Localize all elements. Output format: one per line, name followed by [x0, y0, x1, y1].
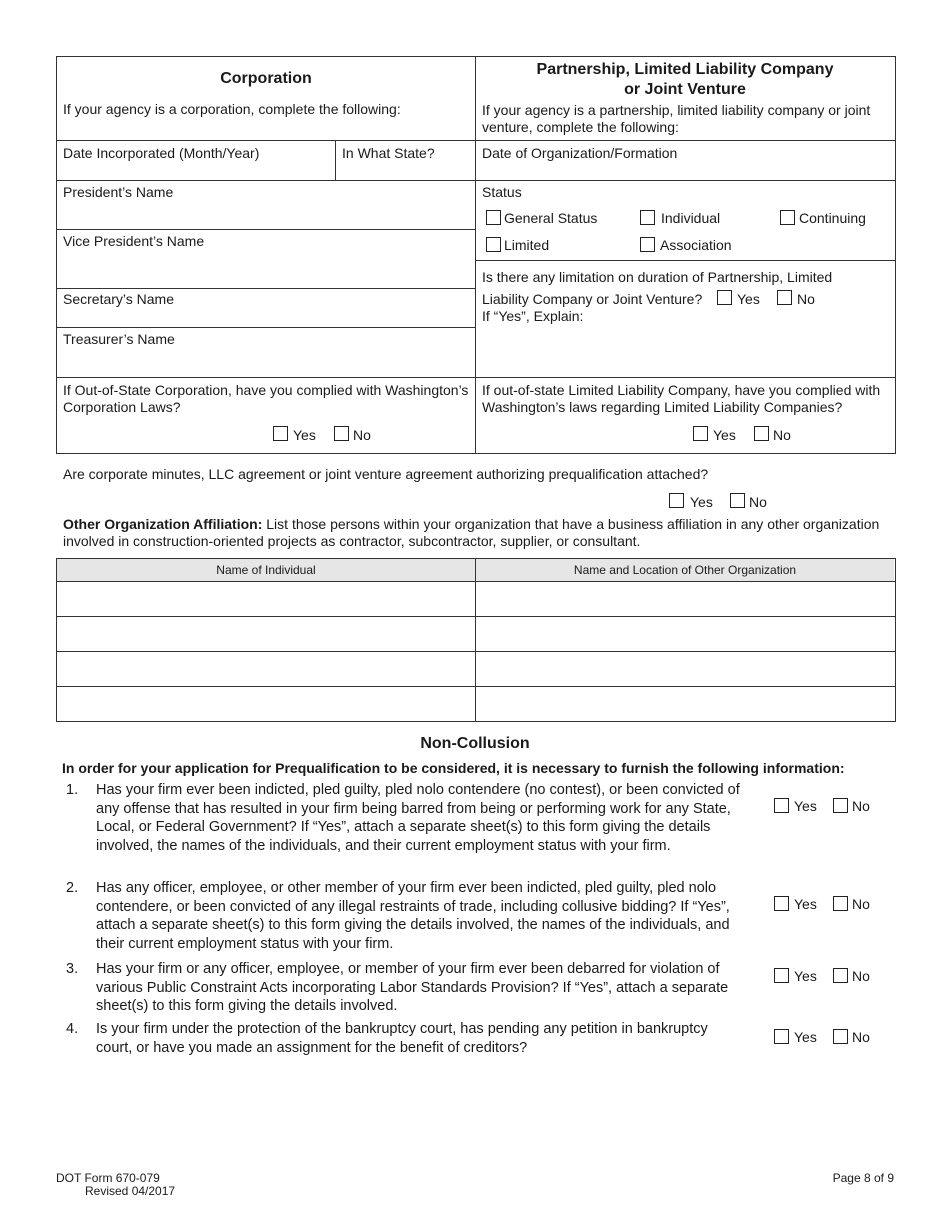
- yes-label: Yes: [794, 896, 817, 912]
- affiliation-cell-1-1[interactable]: [57, 582, 475, 616]
- affiliation-cell-3-2[interactable]: [476, 652, 894, 686]
- no-label: No: [852, 968, 870, 984]
- revision-date: Revised 04/2017: [85, 1184, 176, 1198]
- no-label: No: [852, 1029, 870, 1045]
- question-text: Is your firm under the protection of the bankruptcy court, has pending any petition in bankruptcy court, or have you made an assignment for the benefit of creditors?: [96, 1021, 708, 1056]
- minutes-no-checkbox[interactable]: [730, 493, 745, 508]
- column-divider: [475, 56, 476, 453]
- q2-no-checkbox[interactable]: [833, 896, 848, 911]
- vice-president-name-field[interactable]: Vice President’s Name: [63, 233, 205, 249]
- status-association-label: Association: [660, 237, 732, 253]
- no-label: No: [353, 427, 371, 443]
- column-header-organization: Name and Location of Other Organization: [573, 563, 797, 577]
- q1-yes-checkbox[interactable]: [774, 798, 789, 813]
- column-header-name: Name of Individual: [216, 563, 316, 577]
- partnership-intro: If your agency is a partnership, limited liability company or joint venture, complete the following:: [482, 102, 871, 135]
- status-individual-checkbox[interactable]: [640, 210, 655, 225]
- q4-no-checkbox[interactable]: [833, 1029, 848, 1044]
- yes-label: Yes: [794, 798, 817, 814]
- yes-label: Yes: [737, 291, 760, 307]
- affiliation-heading: Other Organization Affiliation:: [63, 516, 263, 532]
- affiliation-cell-1-2[interactable]: [476, 582, 894, 616]
- limitation-yes-checkbox[interactable]: [717, 290, 732, 305]
- yes-label: Yes: [794, 968, 817, 984]
- status-association-checkbox[interactable]: [640, 237, 655, 252]
- status-general-label: General Status: [504, 210, 598, 226]
- question-text: Has your firm ever been indicted, pled guilty, pled nolo contendere (no contest), or been convicted of any offense that has resulted in your firm being barred from being or performing work for any State, Local, or Federal Government? If “Yes”, attach a separate sheet(s) to this form giving the details involved, the names of the individuals, and their current employment status with your firm.: [96, 782, 740, 854]
- non-collusion-title: Non-Collusion: [420, 735, 530, 752]
- treasurer-name-field[interactable]: Treasurer’s Name: [63, 331, 175, 347]
- affiliation-cell-4-1[interactable]: [57, 687, 475, 720]
- affiliation-cell-4-2[interactable]: [476, 687, 894, 720]
- no-label: No: [797, 291, 815, 307]
- explain-field[interactable]: If “Yes”, Explain:: [482, 308, 584, 324]
- status-limited-checkbox[interactable]: [486, 237, 501, 252]
- llc-out-of-state-question: If out-of-state Limited Liability Company, have you complied with Washington’s laws regarding Limited Liability Companies?: [482, 382, 881, 415]
- no-label: No: [773, 427, 791, 443]
- q2-yes-checkbox[interactable]: [774, 896, 789, 911]
- question-number: 3.: [66, 961, 79, 977]
- status-general-checkbox[interactable]: [486, 210, 501, 225]
- affiliation-cell-2-1[interactable]: [57, 617, 475, 651]
- limitation-question-line1: Is there any limitation on duration of Partnership, Limited: [482, 269, 833, 285]
- form-id: DOT Form 670-079: [56, 1171, 160, 1185]
- q1-no-checkbox[interactable]: [833, 798, 848, 813]
- corporation-compliance-no-checkbox[interactable]: [334, 426, 349, 441]
- no-label: No: [852, 798, 870, 814]
- question-text: Has your firm or any officer, employee, or member of your firm ever been debarred for violation of various Public Constraint Acts incorporating Labor Standards Provision? If “Yes”, attach a separate sheet(s) to this form giving the details involved.: [96, 961, 729, 1014]
- q3-no-checkbox[interactable]: [833, 968, 848, 983]
- llc-compliance-yes-checkbox[interactable]: [693, 426, 708, 441]
- affiliation-cell-3-1[interactable]: [57, 652, 475, 686]
- llc-compliance-no-checkbox[interactable]: [754, 426, 769, 441]
- yes-label: Yes: [794, 1029, 817, 1045]
- question-number: 4.: [66, 1021, 79, 1037]
- affiliation-description: [63, 516, 888, 550]
- minutes-question: Are corporate minutes, LLC agreement or joint venture agreement authorizing prequalification attached?: [63, 466, 709, 482]
- corporation-out-of-state-question: If Out-of-State Corporation, have you complied with Washington’s Corporation Laws?: [63, 382, 469, 415]
- status-continuing-label: Continuing: [799, 210, 866, 226]
- date-formation-field[interactable]: Date of Organization/Formation: [482, 145, 678, 161]
- no-label: No: [749, 494, 767, 510]
- corporation-intro: If your agency is a corporation, complete the following:: [63, 101, 401, 117]
- secretary-name-field[interactable]: Secretary’s Name: [63, 291, 175, 307]
- page-number: Page 8 of 9: [832, 1171, 894, 1185]
- question-number: 2.: [66, 880, 79, 896]
- president-name-field[interactable]: President’s Name: [63, 184, 174, 200]
- status-limited-label: Limited: [504, 237, 550, 253]
- affiliation-text: List those persons within your organization that have a business affiliation in any other organization involved in construction-oriented projects as contractor, subcontractor, supplier, or consultant.: [63, 516, 880, 549]
- q3-yes-checkbox[interactable]: [774, 968, 789, 983]
- question-text: Has any officer, employee, or other member of your firm ever been indicted, pled guilty, pled nolo contendere, or been convicted of any illegal restraints of trade, including collusive bidding? If “Yes”, attach a separate sheet(s) to this form giving the details involved, the names of the individuals, and their current employment status with your firm.: [96, 880, 730, 952]
- non-collusion-instruction: In order for your application for Prequalification to be considered, it is necessary to furnish the following information:: [62, 760, 845, 776]
- status-continuing-checkbox[interactable]: [780, 210, 795, 225]
- no-label: No: [852, 896, 870, 912]
- partnership-title-line2: or Joint Venture: [624, 81, 746, 98]
- yes-label: Yes: [293, 427, 316, 443]
- status-label: Status: [482, 184, 522, 200]
- limitation-question-line2: Liability Company or Joint Venture?: [482, 291, 703, 307]
- affiliation-cell-2-2[interactable]: [476, 617, 894, 651]
- corporation-title: Corporation: [220, 70, 312, 87]
- limitation-no-checkbox[interactable]: [777, 290, 792, 305]
- status-individual-label: Individual: [661, 210, 721, 226]
- partnership-title-line1: Partnership, Limited Liability Company: [536, 61, 834, 78]
- question-number: 1.: [66, 782, 79, 798]
- date-incorporated-field[interactable]: Date Incorporated (Month/Year): [63, 145, 260, 161]
- yes-label: Yes: [690, 494, 713, 510]
- in-what-state-field[interactable]: In What State?: [342, 145, 435, 161]
- yes-label: Yes: [713, 427, 736, 443]
- corporation-compliance-yes-checkbox[interactable]: [273, 426, 288, 441]
- minutes-yes-checkbox[interactable]: [669, 493, 684, 508]
- q4-yes-checkbox[interactable]: [774, 1029, 789, 1044]
